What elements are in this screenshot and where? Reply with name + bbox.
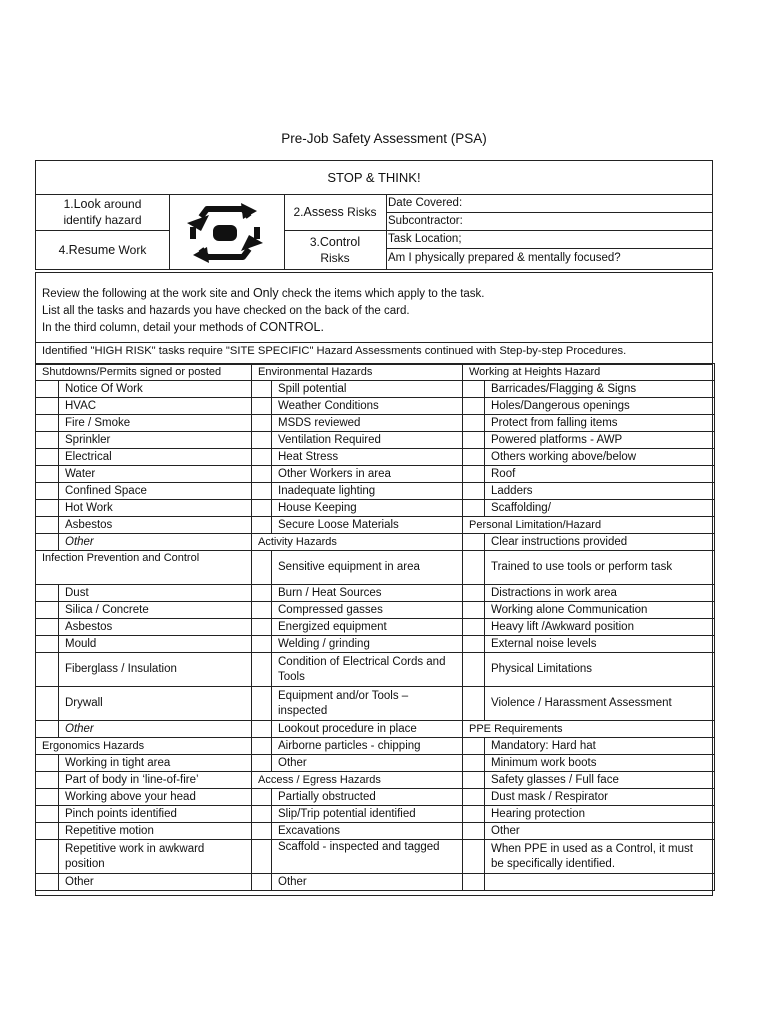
hazard-item: When PPE in used as a Control, it must be specifically identified. [485, 840, 715, 874]
section-heading: Activity Hazards [252, 534, 463, 551]
hazard-item: Repetitive motion [59, 823, 252, 840]
section-heading: PPE Requirements [463, 721, 715, 738]
hazard-item: Ventilation Required [272, 432, 463, 449]
hazard-item: Repetitive work in awkward position [59, 840, 252, 874]
hazard-item: HVAC [59, 398, 252, 415]
step-look: 1.Look around identify hazard [63, 197, 142, 227]
checkbox-cell[interactable] [463, 772, 485, 789]
subcontractor-field[interactable]: Subcontractor: [388, 215, 463, 227]
checkbox-cell[interactable] [463, 653, 485, 687]
hazard-item: Minimum work boots [485, 755, 715, 772]
checkbox-cell[interactable] [252, 687, 272, 721]
checkbox-cell[interactable] [463, 874, 485, 891]
checkbox-cell[interactable] [36, 874, 59, 891]
checkbox-cell[interactable] [36, 483, 59, 500]
checklist-row [36, 619, 715, 636]
checkbox-cell[interactable] [252, 602, 272, 619]
hazard-item: Physical Limitations [485, 653, 715, 687]
step-control: 3.Control Risks [309, 235, 361, 265]
checkbox-cell[interactable] [463, 789, 485, 806]
hazard-item: Other [485, 823, 715, 840]
hazard-item: Working above your head [59, 789, 252, 806]
checkbox-cell[interactable] [252, 398, 272, 415]
checklist-row [36, 653, 715, 687]
hazard-item: Hearing protection [485, 806, 715, 823]
checklist-row [36, 840, 715, 874]
date-covered-field[interactable]: Date Covered: [388, 197, 463, 209]
checkbox-cell[interactable] [36, 415, 59, 432]
hazard-item: Other [272, 874, 463, 891]
hazard-item: Roof [485, 466, 715, 483]
instructions: Review the following at the work site and Only check the items which apply to the task. List all the tasks and hazards you have checked on the back of the card. In the third column, detail your methods of CONTROL. [42, 286, 485, 334]
checkbox-cell[interactable] [463, 551, 485, 585]
checkbox-cell[interactable] [252, 500, 272, 517]
hazard-item: Energized equipment [272, 619, 463, 636]
hazard-item: MSDS reviewed [272, 415, 463, 432]
checklist-row [36, 721, 715, 738]
hazard-item: Hot Work [59, 500, 252, 517]
checkbox-cell[interactable] [36, 432, 59, 449]
checkbox-cell[interactable] [463, 432, 485, 449]
hazard-item: Powered platforms - AWP [485, 432, 715, 449]
checkbox-cell[interactable] [36, 534, 59, 551]
hazard-item: Working alone Communication [485, 602, 715, 619]
checkbox-cell[interactable] [463, 398, 485, 415]
hazard-item: Silica / Concrete [59, 602, 252, 619]
hazard-item: Fire / Smoke [59, 415, 252, 432]
checkbox-cell[interactable] [252, 585, 272, 602]
checkbox-cell[interactable] [463, 500, 485, 517]
task-location-field[interactable]: Task Location; [388, 233, 462, 245]
checklist-row [36, 517, 715, 534]
section-heading: Personal Limitation/Hazard [463, 517, 715, 534]
checkbox-cell[interactable] [252, 738, 272, 755]
hazard-item: Drywall [59, 687, 252, 721]
checkbox-cell[interactable] [36, 721, 59, 738]
checkbox-cell[interactable] [36, 823, 59, 840]
hazard-item: Scaffold - inspected and tagged [272, 840, 463, 874]
hazard-item: Others working above/below [485, 449, 715, 466]
hazard-item: Inadequate lighting [272, 483, 463, 500]
hazard-item: Safety glasses / Full face [485, 772, 715, 789]
hazard-item: Distractions in work area [485, 585, 715, 602]
hazard-item: Protect from falling items [485, 415, 715, 432]
checkbox-cell[interactable] [252, 551, 272, 585]
checkbox-cell[interactable] [252, 415, 272, 432]
step-assess: 2.Assess Risks [293, 205, 377, 219]
checkbox-cell[interactable] [36, 449, 59, 466]
hazard-item: Asbestos [59, 517, 252, 534]
section-heading: Infection Prevention and Control [36, 551, 252, 585]
hazard-item: Other Workers in area [272, 466, 463, 483]
hazard-item: Equipment and/or Tools – inspected [272, 687, 463, 721]
checkbox-cell[interactable] [252, 432, 272, 449]
checkbox-cell[interactable] [36, 653, 59, 687]
checklist-row [36, 483, 715, 500]
hazard-item: External noise levels [485, 636, 715, 653]
hazard-item: Violence / Harassment Assessment [485, 687, 715, 721]
checklist-row [36, 466, 715, 483]
hazard-item: Sensitive equipment in area [272, 551, 463, 585]
checkbox-cell[interactable] [252, 840, 272, 874]
checklist-row [36, 772, 715, 789]
hazard-item: Airborne particles - chipping [272, 738, 463, 755]
checkbox-cell[interactable] [463, 755, 485, 772]
checklist-row [36, 381, 715, 398]
hazard-item: Part of body in ‘line-of-fire’ [59, 772, 252, 789]
checklist-row [36, 432, 715, 449]
checklist-row [36, 551, 715, 585]
checkbox-cell[interactable] [36, 381, 59, 398]
checkbox-cell[interactable] [463, 585, 485, 602]
hazard-item: Lookout procedure in place [272, 721, 463, 738]
checkbox-cell[interactable] [36, 619, 59, 636]
checkbox-cell[interactable] [252, 789, 272, 806]
checkbox-cell[interactable] [463, 602, 485, 619]
checkbox-cell[interactable] [36, 772, 59, 789]
hazard-item: Scaffolding/ [485, 500, 715, 517]
hazard-checklist [35, 363, 715, 891]
hazard-item: Other [272, 755, 463, 772]
checklist-row [36, 534, 715, 551]
checklist-row [36, 789, 715, 806]
checklist-row [36, 874, 715, 891]
hazard-item: Other [59, 534, 252, 551]
checkbox-cell[interactable] [36, 789, 59, 806]
checkbox-cell[interactable] [463, 449, 485, 466]
checkbox-cell[interactable] [463, 483, 485, 500]
checklist-row [36, 415, 715, 432]
checkbox-cell[interactable] [252, 483, 272, 500]
hazard-item: Water [59, 466, 252, 483]
hazard-item: Slip/Trip potential identified [272, 806, 463, 823]
checkbox-cell[interactable] [252, 721, 272, 738]
checkbox-cell[interactable] [36, 636, 59, 653]
hazard-item: Sprinkler [59, 432, 252, 449]
checklist-row [36, 636, 715, 653]
hazard-item: Compressed gasses [272, 602, 463, 619]
checklist-row [36, 823, 715, 840]
hazard-item: Holes/Dangerous openings [485, 398, 715, 415]
hazard-item: Confined Space [59, 483, 252, 500]
hazard-item: Other [59, 721, 252, 738]
hazard-item: Excavations [272, 823, 463, 840]
hazard-item: Secure Loose Materials [272, 517, 463, 534]
section-heading: Shutdowns/Permits signed or posted [36, 364, 252, 381]
hazard-item: Burn / Heat Sources [272, 585, 463, 602]
hazard-item: Notice Of Work [59, 381, 252, 398]
checkbox-cell[interactable] [463, 466, 485, 483]
hazard-item: Pinch points identified [59, 806, 252, 823]
hazard-item: Condition of Electrical Cords and Tools [272, 653, 463, 687]
checkbox-cell[interactable] [252, 806, 272, 823]
checkbox-cell[interactable] [36, 466, 59, 483]
section-heading: Access / Egress Hazards [252, 772, 463, 789]
hazard-item: Working in tight area [59, 755, 252, 772]
checkbox-cell[interactable] [252, 449, 272, 466]
checklist-row [36, 449, 715, 466]
hazard-item: Spill potential [272, 381, 463, 398]
checkbox-cell[interactable] [36, 755, 59, 772]
hazard-item: Other [59, 874, 252, 891]
checkbox-cell[interactable] [36, 500, 59, 517]
checkbox-cell[interactable] [252, 466, 272, 483]
checkbox-cell[interactable] [36, 585, 59, 602]
high-risk-note: Identified "HIGH RISK" tasks require "SITE SPECIFIC" Hazard Assessments continued with Step-by-step Procedures. [42, 345, 627, 357]
checkbox-cell[interactable] [36, 806, 59, 823]
checklist-row [36, 500, 715, 517]
checkbox-cell[interactable] [463, 840, 485, 874]
checkbox-cell[interactable] [36, 602, 59, 619]
hazard-item: Clear instructions provided [485, 534, 715, 551]
section-heading: Working at Heights Hazard [463, 364, 715, 381]
checkbox-cell[interactable] [463, 381, 485, 398]
checkbox-cell[interactable] [463, 415, 485, 432]
hazard-item: Weather Conditions [272, 398, 463, 415]
hazard-item: Electrical [59, 449, 252, 466]
cycle-arrows-icon [179, 201, 271, 265]
hazard-item: Mandatory: Hard hat [485, 738, 715, 755]
hazard-item: Asbestos [59, 619, 252, 636]
hazard-item: Fiberglass / Insulation [59, 653, 252, 687]
checkbox-cell[interactable] [36, 840, 59, 874]
hazard-item: Mould [59, 636, 252, 653]
checkbox-cell[interactable] [463, 738, 485, 755]
hazard-item: Heavy lift /Awkward position [485, 619, 715, 636]
hazard-item: Heat Stress [272, 449, 463, 466]
checkbox-cell[interactable] [252, 823, 272, 840]
checkbox-cell[interactable] [252, 755, 272, 772]
checkbox-cell[interactable] [36, 398, 59, 415]
checklist-row [36, 602, 715, 619]
section-heading: Environmental Hazards [252, 364, 463, 381]
checkbox-cell[interactable] [252, 619, 272, 636]
hazard-item: Dust [59, 585, 252, 602]
checkbox-cell[interactable] [252, 381, 272, 398]
checkbox-cell[interactable] [463, 823, 485, 840]
hazard-item: Trained to use tools or perform task [485, 551, 715, 585]
checkbox-cell[interactable] [36, 687, 59, 721]
checklist-row [36, 755, 715, 772]
checklist-row [36, 398, 715, 415]
checklist-row [36, 738, 715, 755]
checkbox-cell[interactable] [463, 619, 485, 636]
hazard-item: Dust mask / Respirator [485, 789, 715, 806]
step-resume: 4.Resume Work [58, 243, 147, 257]
checkbox-cell[interactable] [463, 636, 485, 653]
prepared-question: Am I physically prepared & mentally focused? [388, 252, 621, 264]
hazard-item [485, 874, 715, 891]
stop-think-label: STOP & THINK! [36, 161, 712, 195]
section-heading: Ergonomics Hazards [36, 738, 252, 755]
checkbox-cell[interactable] [252, 517, 272, 534]
hazard-item: Welding / grinding [272, 636, 463, 653]
checkbox-cell[interactable] [463, 806, 485, 823]
checklist-row [36, 585, 715, 602]
page-title: Pre-Job Safety Assessment (PSA) [281, 131, 487, 146]
checklist-row [36, 364, 715, 381]
checkbox-cell[interactable] [463, 687, 485, 721]
checkbox-cell[interactable] [252, 653, 272, 687]
hazard-item: House Keeping [272, 500, 463, 517]
checkbox-cell[interactable] [36, 517, 59, 534]
hazard-item: Partially obstructed [272, 789, 463, 806]
checkbox-cell[interactable] [252, 636, 272, 653]
stop-think-header [35, 160, 713, 270]
checkbox-cell[interactable] [252, 874, 272, 891]
checklist-row [36, 687, 715, 721]
checklist-row [36, 806, 715, 823]
checkbox-cell[interactable] [463, 534, 485, 551]
hazard-item: Ladders [485, 483, 715, 500]
hazard-item: Barricades/Flagging & Signs [485, 381, 715, 398]
